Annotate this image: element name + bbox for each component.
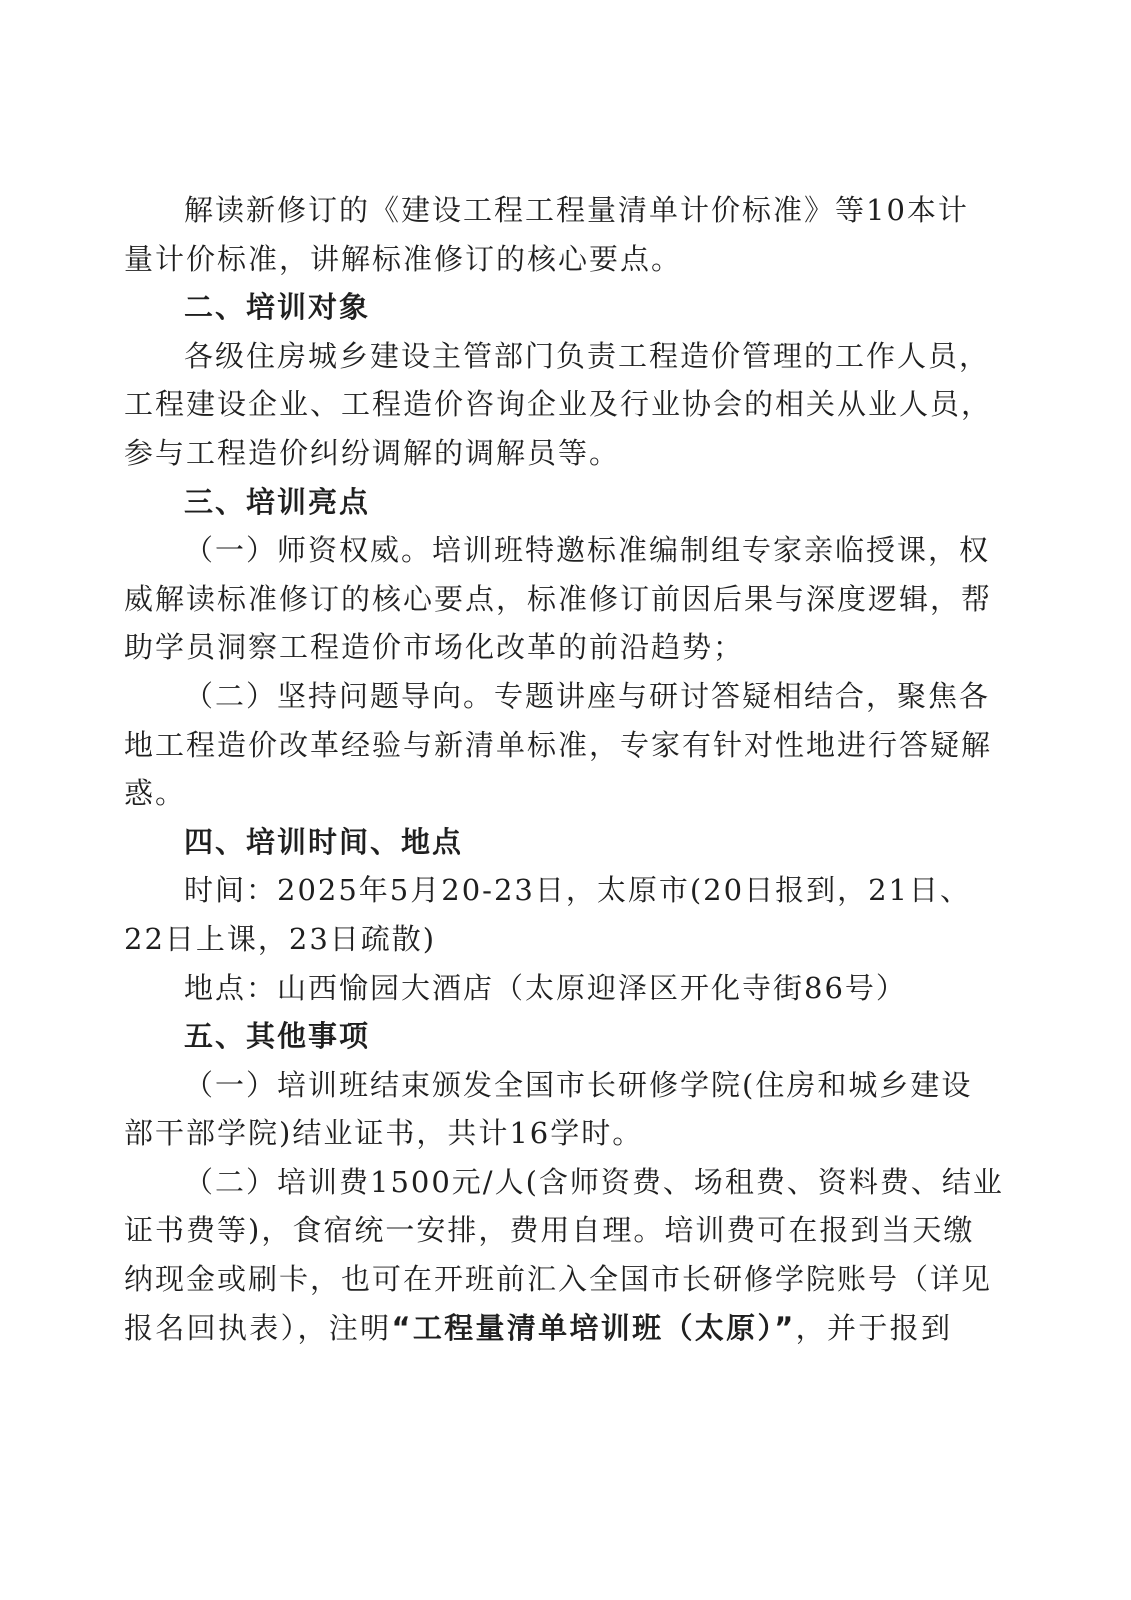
paragraph-line: 解读新修订的《建设工程工程量清单计价标准》等10本计 — [184, 193, 969, 227]
paragraph-line — [124, 1304, 952, 1353]
paragraph-line: 证书费等)，食宿统一安排，费用自理。培训费可在报到当天缴 — [124, 1213, 975, 1248]
paragraph-line: （二）坚持问题导向。专题讲座与研讨答疑相结合，聚焦各 — [184, 678, 991, 713]
section-heading-highlights: 三、培训亮点 — [184, 484, 371, 519]
paragraph-line: 惑。 — [124, 776, 187, 811]
section-heading-other: 五、其他事项 — [184, 1019, 371, 1054]
paragraph-line: （一）师资权威。培训班特邀标准编制组专家亲临授课，权 — [184, 533, 991, 568]
paragraph-line: 参与工程造价纠纷调解的调解员等。 — [124, 435, 621, 470]
paragraph-line: 部干部学院)结业证书，共计16学时。 — [124, 1116, 644, 1151]
paragraph-line: 22日上课，23日疏散) — [124, 921, 437, 956]
section-heading-time-place: 四、培训时间、地点 — [184, 824, 464, 859]
paragraph-line: 纳现金或刷卡，也可在开班前汇入全国市长研修学院账号（详见 — [124, 1262, 993, 1297]
paragraph-line: 地工程造价改革经验与新清单标准，专家有针对性地进行答疑解 — [124, 727, 993, 762]
paragraph-line: 工程建设企业、工程造价咨询企业及行业协会的相关从业人员， — [124, 387, 993, 422]
emphasized-class-name: “工程量清单培训班（太原）” — [391, 1310, 796, 1345]
paragraph-line: 威解读标准修订的核心要点，标准修订前因后果与深度逻辑，帮 — [124, 581, 993, 616]
paragraph-text: ，并于报到 — [795, 1310, 952, 1345]
section-heading-targets: 二、培训对象 — [184, 290, 371, 325]
paragraph-line: 各级住房城乡建设主管部门负责工程造价管理的工作人员， — [184, 338, 991, 373]
paragraph-line: （一）培训班结束颁发全国市长研修学院(住房和城乡建设 — [184, 1067, 973, 1102]
paragraph-line: 地点：山西愉园大酒店（太原迎泽区开化寺街86号） — [184, 970, 907, 1005]
document-page — [124, 186, 1004, 1352]
paragraph-text: 报名回执表），注明 — [124, 1310, 392, 1345]
paragraph-line: 助学员洞察工程造价市场化改革的前沿趋势； — [124, 630, 745, 665]
paragraph-line: （二）培训费1500元/人(含师资费、场租费、资料费、结业 — [184, 1164, 1004, 1199]
paragraph-line: 量计价标准，讲解标准修订的核心要点。 — [124, 241, 683, 276]
paragraph-line: 时间：2025年5月20-23日，太原市(20日报到，21日、 — [184, 873, 971, 908]
